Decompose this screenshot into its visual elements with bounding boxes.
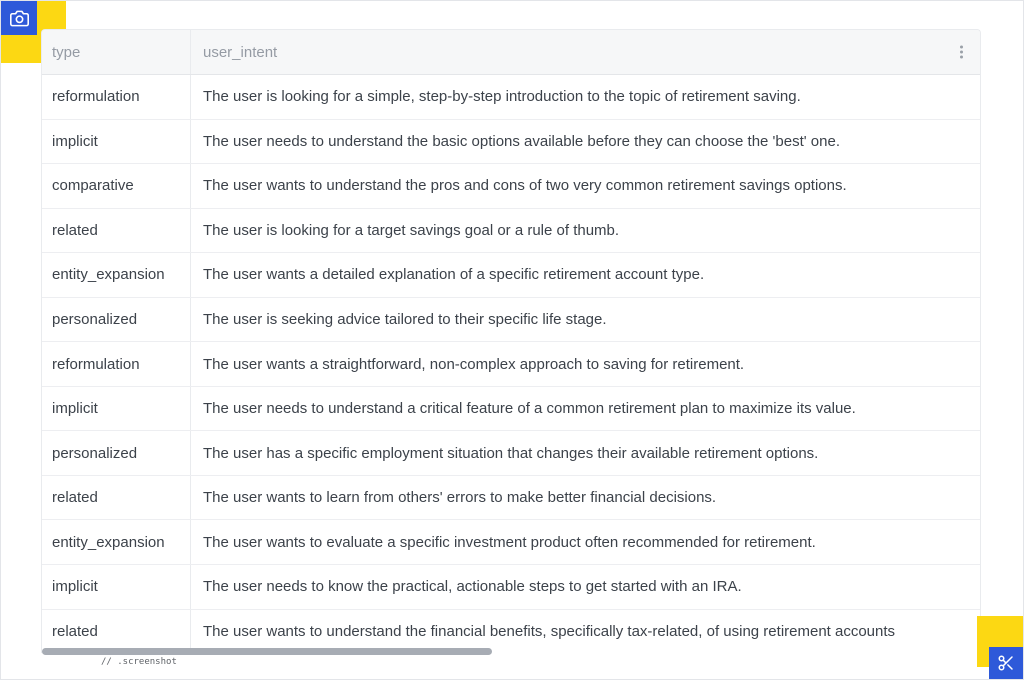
table-body [42, 75, 980, 653]
cell-type-value: personalized [52, 444, 138, 462]
table-row[interactable] [42, 298, 980, 343]
table-row[interactable] [42, 565, 980, 610]
camera-icon [10, 9, 29, 28]
cell-type[interactable] [42, 253, 191, 297]
column-header-user-intent[interactable] [191, 30, 980, 74]
cell-type-value: related [52, 489, 98, 507]
cell-user-intent[interactable] [191, 520, 980, 564]
camera-badge [1, 1, 37, 35]
cell-type[interactable] [42, 120, 191, 164]
table-row[interactable] [42, 209, 980, 254]
cell-user-intent-value: The user wants to evaluate a specific investment product often recommended for retirement. [203, 533, 816, 551]
cell-user-intent[interactable] [191, 298, 980, 342]
cell-user-intent-value: The user wants to understand the financial benefits, specifically tax-related, of using retirement accounts [203, 622, 896, 640]
cell-user-intent[interactable] [191, 387, 980, 431]
cell-user-intent[interactable] [191, 431, 980, 475]
cell-type[interactable] [42, 298, 191, 342]
cell-user-intent[interactable] [191, 476, 980, 520]
table-header-row [42, 30, 980, 75]
table-row[interactable] [42, 431, 980, 476]
cell-type-value: related [52, 221, 98, 239]
kebab-menu-icon[interactable] [957, 43, 966, 62]
cell-type[interactable] [42, 520, 191, 564]
cell-type-value: comparative [52, 177, 134, 195]
cell-type-value: entity_expansion [52, 533, 165, 551]
scissors-badge [989, 647, 1023, 679]
cell-type-value: entity_expansion [52, 266, 165, 284]
cell-user-intent-value: The user needs to understand a critical feature of a common retirement plan to maximize its value. [203, 400, 856, 418]
screenshot-caption: // .screenshot [101, 657, 177, 667]
cell-user-intent-value: The user has a specific employment situation that changes their available retirement options. [203, 444, 819, 462]
cell-type-value: reformulation [52, 355, 140, 373]
table-row[interactable] [42, 520, 980, 565]
table-row[interactable] [42, 476, 980, 521]
horizontal-scrollbar-thumb[interactable] [42, 648, 492, 655]
table-row[interactable] [42, 342, 980, 387]
cell-user-intent[interactable] [191, 610, 980, 653]
cell-user-intent-value: The user needs to know the practical, actionable steps to get started with an IRA. [203, 578, 742, 596]
cell-type[interactable] [42, 75, 191, 119]
cell-user-intent-value: The user needs to understand the basic options available before they can choose the 'best' one. [203, 132, 840, 150]
cell-type[interactable] [42, 209, 191, 253]
data-table [41, 29, 981, 653]
cell-user-intent[interactable] [191, 75, 980, 119]
cell-user-intent-value: The user wants a detailed explanation of a specific retirement account type. [203, 266, 705, 284]
table-row[interactable] [42, 387, 980, 432]
cell-type[interactable] [42, 610, 191, 653]
table-row[interactable] [42, 253, 980, 298]
column-header-user-intent-label: user_intent [203, 43, 278, 61]
cell-user-intent[interactable] [191, 120, 980, 164]
cell-user-intent-value: The user is seeking advice tailored to their specific life stage. [203, 311, 607, 328]
cell-user-intent-value: The user is looking for a simple, step-by-step introduction to the topic of retirement saving. [203, 88, 801, 106]
cell-user-intent-value: The user is looking for a target savings goal or a rule of thumb. [203, 221, 620, 239]
cell-type[interactable] [42, 476, 191, 520]
cell-user-intent[interactable] [191, 164, 980, 208]
cell-user-intent[interactable] [191, 342, 980, 386]
cell-user-intent[interactable] [191, 209, 980, 253]
table-row[interactable] [42, 120, 980, 165]
table-row[interactable] [42, 610, 980, 653]
column-header-type-label: type [52, 43, 81, 61]
table-row[interactable] [42, 75, 980, 120]
cell-user-intent-value: The user wants to learn from others' errors to make better financial decisions. [203, 489, 717, 507]
cell-user-intent[interactable] [191, 253, 980, 297]
cell-user-intent-value: The user wants to understand the pros and cons of two very common retirement savings options. [203, 177, 847, 195]
table-row[interactable] [42, 164, 980, 209]
column-header-type[interactable] [42, 30, 191, 74]
cell-type-value: implicit [52, 132, 98, 150]
cell-type[interactable] [42, 387, 191, 431]
cell-user-intent-value: The user wants a straightforward, non-complex approach to saving for retirement. [203, 355, 745, 373]
cell-type[interactable] [42, 431, 191, 475]
cell-type-value: related [52, 622, 98, 640]
cell-type-value: implicit [52, 578, 98, 596]
cell-type[interactable] [42, 565, 191, 609]
cell-type-value: reformulation [52, 88, 140, 106]
cell-type-value: personalized [52, 311, 138, 328]
scissors-icon [997, 654, 1015, 672]
cell-type[interactable] [42, 342, 191, 386]
cell-type[interactable] [42, 164, 191, 208]
cell-type-value: implicit [52, 400, 98, 418]
cell-user-intent[interactable] [191, 565, 980, 609]
